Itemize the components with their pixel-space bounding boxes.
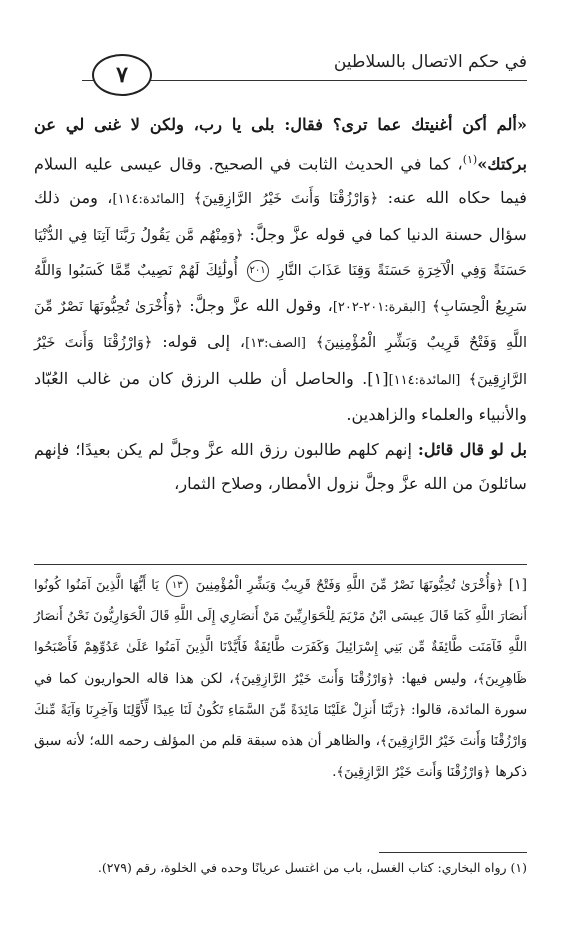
footnote-separator [379,852,527,853]
text-segment: ، وليس فيها: [401,670,478,687]
notes-separator [34,564,527,565]
text-segment: ، ومن ذلك سؤال حسنة الدنيا كما في قوله عزَّ وجلَّ: [34,188,527,244]
paragraph-2 [34,433,527,502]
quran-verse: ﴿وَأُخْرَىٰ تُحِبُّونَهَا نَصْرٌ مِّنَ اللَّهِ وَفَتْحٌ قَرِيبٌ وَبَشِّرِ الْمُؤْمِنِينَ [195,578,504,593]
text-segment: . والحاصل أن طلب الرزق كان من غالب العُبّاد والأنبياء والعلماء والزاهدين. [34,368,527,425]
quran-verse: يَا أَيُّهَا الَّذِينَ آمَنُوا كُونُوا أَنصَارَ اللَّهِ كَمَا قَالَ عِيسَى ابْنُ مَرْيَمَ لِلْحَوَارِيِّينَ مَنْ أَنصَارِي إِلَى اللَّهِ قَالَ الْحَوَارِيُّونَ نَحْنُ أَنصَارُ اللَّهِ فَآمَنَت طَّائِفَةٌ مِّن بَنِي إِسْرَائِيلَ وَكَفَرَت طَّائِفَةٌ فَأَيَّدْنَا الَّذِينَ آمَنُوا عَلَىٰ عَدُوِّهِمْ فَأَصْبَحُوا ظَاهِرِينَ﴾ [34,578,528,687]
verse-reference: [الصف:١٣] [245,336,306,352]
quran-verse: ﴿وَارْزُقْنَا وَأَنتَ خَيْرُ الرَّازِقِينَ﴾ [233,671,395,687]
text-segment: ، إلى قوله: [162,332,246,352]
footnote: (١) رواه البخاري: كتاب الغسل، باب من اغتسل عريانًا وحده في الخلوة، رقم (٢٧٩). [97,860,527,875]
editor-note [34,570,527,788]
text-segment: ، وقول الله عزَّ وجلَّ: [189,295,333,315]
quran-verse: ﴿وَارْزُقْنَا وَأَنتَ خَيْرُ الرَّازِقِينَ﴾ [34,335,527,388]
quran-verse: ﴿وَمِنْهُم مَّن يَقُولُ رَبَّنَا آتِنَا فِي الدُّنْيَا حَسَنَةً وَفِي الْآخِرَةِ حَسَنَةً وَقِنَا عَذَابَ النَّارِ [34,227,528,280]
quran-verse: ﴿وَارْزُقْنَا وَأَنتَ خَيْرُ الرَّازِقِينَ﴾ [193,191,379,208]
main-text [34,108,527,502]
editor-note-label: [١] [508,577,527,593]
editor-note-marker: [١] [367,368,389,388]
footnote-marker: (١) [462,152,478,166]
verse-number-mark: ٢٠١ [247,260,269,282]
verse-reference: [المائدة:١١٤] [112,192,185,208]
quran-verse: ﴿وَأُخْرَىٰ تُحِبُّونَهَا نَصْرٌ مِّنَ اللَّهِ وَفَتْحٌ قَرِيبٌ وَبَشِّرِ الْمُؤْمِنِينَ﴾ [34,298,527,352]
lead-phrase: بل لو قال قائل: [417,439,528,459]
editor-note-paragraph [34,570,527,788]
running-title: في حكم الاتصال بالسلاطين [333,52,527,72]
text-segment: ، كما في الحديث الثابت في الصحيح. وقال عيسى عليه السلام فيما حكاه الله عنه: [34,153,527,208]
text-segment: إنهم كلهم طالبون رزق الله عزَّ وجلَّ لم يكن بعيدًا؛ فإنهم سائلونَ من الله عزَّ وجلَّ نزول الأمطار، وصلاح الثمار، [34,439,527,494]
text-segment: ، لكن هذا قاله الحواريون كما في سورة المائدة، قالوا: [34,670,528,718]
page-number-badge: ٧ [92,54,152,96]
quran-verse: ﴿رَبَّنَا أَنزِلْ عَلَيْنَا مَائِدَةً مِّنَ السَّمَاءِ تَكُونُ لَنَا عِيدًا لِّأَوَّلِنَا وَآخِرِنَا وَآيَةً مِّنكَ وَارْزُقْنَا وَأَنتَ خَيْرُ الرَّازِقِينَ﴾ [34,702,527,750]
text-segment: ، والظاهر أن هذه سبقة قلم من المؤلف رحمه الله؛ لأنه سبق ذكرها [34,733,527,781]
quran-verse: ﴿وَارْزُقْنَا وَأَنتَ خَيْرُ الرَّازِقِينَ﴾ [336,765,491,781]
verse-reference: [البقرة:٢٠١-٢٠٢] [332,299,426,315]
verse-number-mark: ١٣ [166,575,188,597]
text-segment: . [332,764,337,781]
page-header [34,50,527,96]
paragraph-1 [34,108,527,433]
hadith-quote: «ألم أكن أغنيتك عما ترى؟ فقال: بلى يا رب، ولكن لا غنى لي عن بركتك» [34,115,527,173]
quran-verse: أُولَٰئِكَ لَهُمْ نَصِيبٌ مِّمَّا كَسَبُوا وَاللَّهُ سَرِيعُ الْحِسَابِ﴾ [34,263,528,315]
verse-reference: [المائدة:١١٤] [388,372,461,388]
